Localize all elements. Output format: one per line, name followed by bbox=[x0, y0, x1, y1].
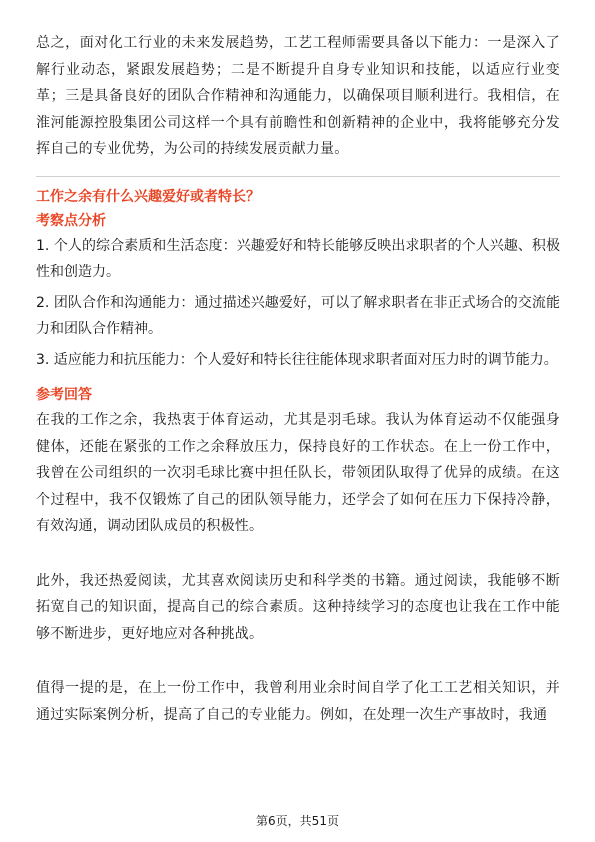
answer-paragraph: 此外，我还热爱阅读，尤其喜欢阅读历史和科学类的书籍。通过阅读，我能够不断拓宽自己的知识面，提高自己的综合素质。这种持续学习的态度也让我在工作中能够不断进步，更好地应对各种挑战。 bbox=[36, 572, 560, 642]
answer-paragraph: 值得一提的是，在上一份工作中，我曾利用业余时间自学了化工工艺相关知识，并通过实际案例分析，提高了自己的专业能力。例如，在处理一次生产事故时，我通 bbox=[36, 680, 560, 723]
answer-paragraph: 在我的工作之余，我热衷于体育运动，尤其是羽毛球。我认为体育运动不仅能强身健体，还能在紧张的工作之余释放压力，保持良好的工作状态。在上一份工作中，我曾在公司组织的一次羽毛球比赛中担任队长，带领团队取得了优异的成绩。在这个过程中，我不仅锻炼了自己的团队领导能力，还学会了如何在压力下保持冷静，有效沟通，调动团队成员的积极性。 bbox=[36, 412, 560, 534]
intro-paragraph: 总之，面对化工行业的未来发展趋势，工艺工程师需要具备以下能力：一是深入了解行业动态，紧跟发展趋势；二是不断提升自身专业知识和技能，以适应行业变革；三是具备良好的团队合作精神和沟通能力，以确保项目顺利进行。我相信，在淮河能源控股集团公司这样一个具有前瞻性和创新精神的企业中，我将能够充分发挥自己的专业优势，为公司的持续发展贡献力量。 bbox=[36, 35, 560, 157]
section-divider bbox=[36, 176, 560, 177]
page-number-footer: 第6页，共51页 bbox=[256, 814, 339, 828]
analysis-point: 1. 个人的综合素质和生活态度：兴趣爱好和特长能够反映出求职者的个人兴趣、积极性和创造力。 bbox=[36, 237, 560, 280]
analysis-point: 2. 团队合作和沟通能力：通过描述兴趣爱好，可以了解求职者在非正式场合的交流能力和团队合作精神。 bbox=[36, 294, 560, 337]
question-heading: 工作之余有什么兴趣爱好或者特长？ bbox=[36, 188, 260, 205]
analysis-point: 3. 适应能力和抗压能力：个人爱好和特长往往能体现求职者面对压力时的调节能力。 bbox=[36, 351, 558, 368]
analysis-points bbox=[36, 233, 560, 374]
analysis-heading: 考察点分析 bbox=[36, 212, 106, 229]
answer-heading: 参考回答 bbox=[36, 387, 92, 403]
document-page bbox=[36, 30, 560, 728]
